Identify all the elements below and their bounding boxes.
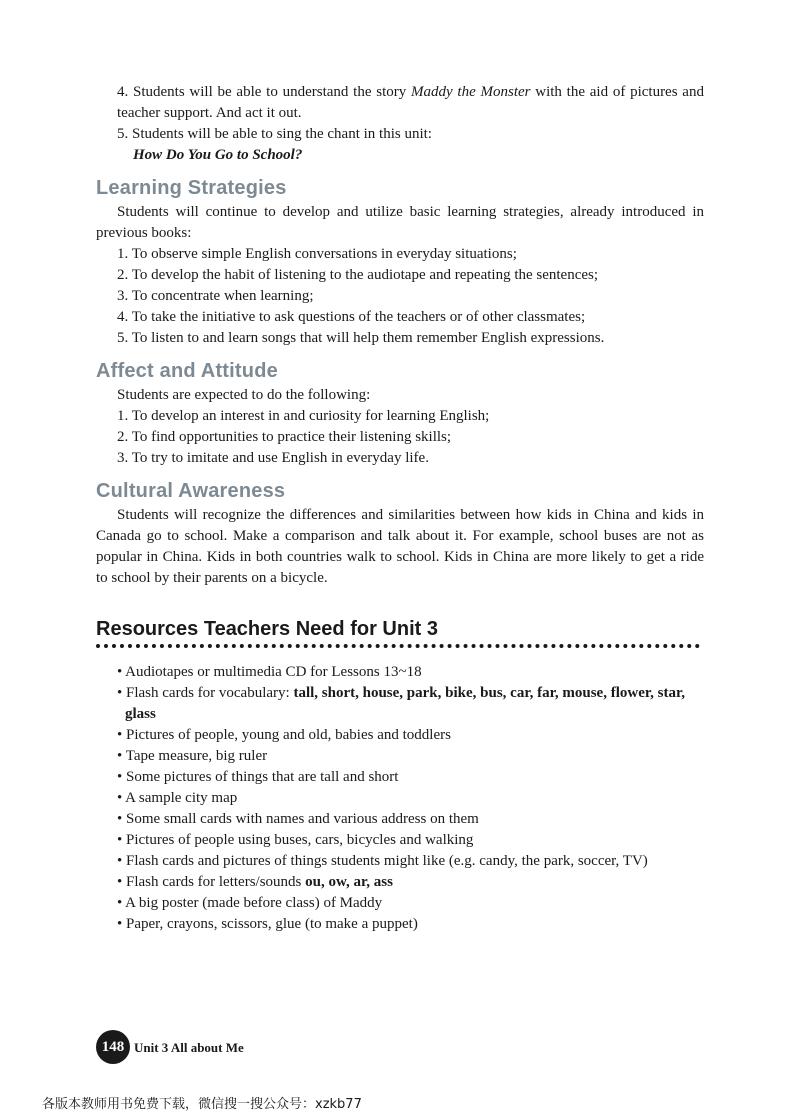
resource-item	[96, 872, 704, 893]
letter-sounds: ou, ow, ar, ass	[305, 874, 393, 890]
affect-attitude-item: 3. To try to imitate and use English in everyday life.	[117, 450, 429, 466]
resource-item-text: • Flash cards for vocabulary:	[117, 685, 294, 701]
objective-4-text-b: with the aid of pictures and teacher support. And act it out.	[117, 84, 704, 121]
resource-item: • Pictures of people using buses, cars, bicycles and walking	[117, 832, 474, 848]
page-content	[96, 82, 704, 935]
resource-item: • Audiotapes or multimedia CD for Lessons 13~18	[117, 664, 422, 680]
learning-strategy-item: 4. To take the initiative to ask questions of the teachers or of other classmates;	[117, 309, 586, 325]
resource-item: • Tape measure, big ruler	[117, 748, 268, 764]
affect-attitude-item: 1. To develop an interest in and curiosity for learning English;	[117, 408, 490, 424]
learning-strategy-item: 5. To listen to and learn songs that will help them remember English expressions.	[117, 330, 605, 346]
download-watermark-text: 各版本教师用书免费下载，微信搜一搜公众号：xzkb77	[42, 1097, 362, 1112]
resource-item	[96, 683, 704, 725]
learning-strategy-item: 1. To observe simple English conversations in everyday situations;	[117, 246, 517, 262]
resources-heading: Resources Teachers Need for Unit 3	[96, 618, 438, 640]
dotted-divider	[96, 644, 700, 648]
resource-item-text: • Flash cards for letters/sounds	[117, 874, 306, 890]
story-title: Maddy the Monster	[411, 84, 531, 100]
learning-strategies-heading: Learning Strategies	[96, 177, 287, 199]
page-number-badge: 148	[96, 1030, 130, 1064]
affect-attitude-item: 2. To find opportunities to practice their listening skills;	[117, 429, 452, 445]
resource-item: • Paper, crayons, scissors, glue (to make a puppet)	[117, 916, 418, 932]
objective-item-5: 5. Students will be able to sing the chant in this unit:	[117, 126, 432, 142]
cultural-awareness-heading: Cultural Awareness	[96, 480, 286, 502]
unit-label: Unit 3 All about Me	[134, 1039, 244, 1055]
objective-4-text-a: 4. Students will be able to understand the story	[117, 84, 411, 100]
resource-item: • Pictures of people, young and old, babies and toddlers	[117, 727, 451, 743]
resources-header	[96, 617, 700, 648]
affect-attitude-heading: Affect and Attitude	[96, 360, 278, 382]
cultural-awareness-text: Students will recognize the differences and similarities between how kids in China and kids in Canada go to school. Make a comparison and talk about it. For example, school buses are not as popular in China. Kids in both countries walk to school. Kids in China are more likely to get a ride to school by their parents on a bicycle.	[96, 507, 704, 586]
vocabulary-words: tall, short, house, park, bike, bus, car, far, mouse, flower, star, glass	[125, 685, 686, 722]
chant-title: How Do You Go to School?	[133, 147, 303, 163]
page-footer	[96, 1030, 244, 1064]
objective-item-4	[96, 82, 704, 124]
affect-attitude-intro: Students are expected to do the following:	[117, 387, 371, 403]
resource-item: • Some pictures of things that are tall and short	[117, 769, 399, 785]
learning-strategy-item: 3. To concentrate when learning;	[117, 288, 314, 304]
learning-strategies-intro: Students will continue to develop and utilize basic learning strategies, already introduced in previous books:	[96, 204, 704, 241]
resource-item: • A sample city map	[117, 790, 238, 806]
resource-item: • Some small cards with names and various address on them	[117, 811, 479, 827]
resource-item: • Flash cards and pictures of things students might like (e.g. candy, the park, soccer, TV)	[117, 853, 648, 869]
resource-item: • A big poster (made before class) of Maddy	[117, 895, 383, 911]
resources-list	[96, 662, 704, 935]
learning-strategy-item: 2. To develop the habit of listening to the audiotape and repeating the sentences;	[117, 267, 599, 283]
